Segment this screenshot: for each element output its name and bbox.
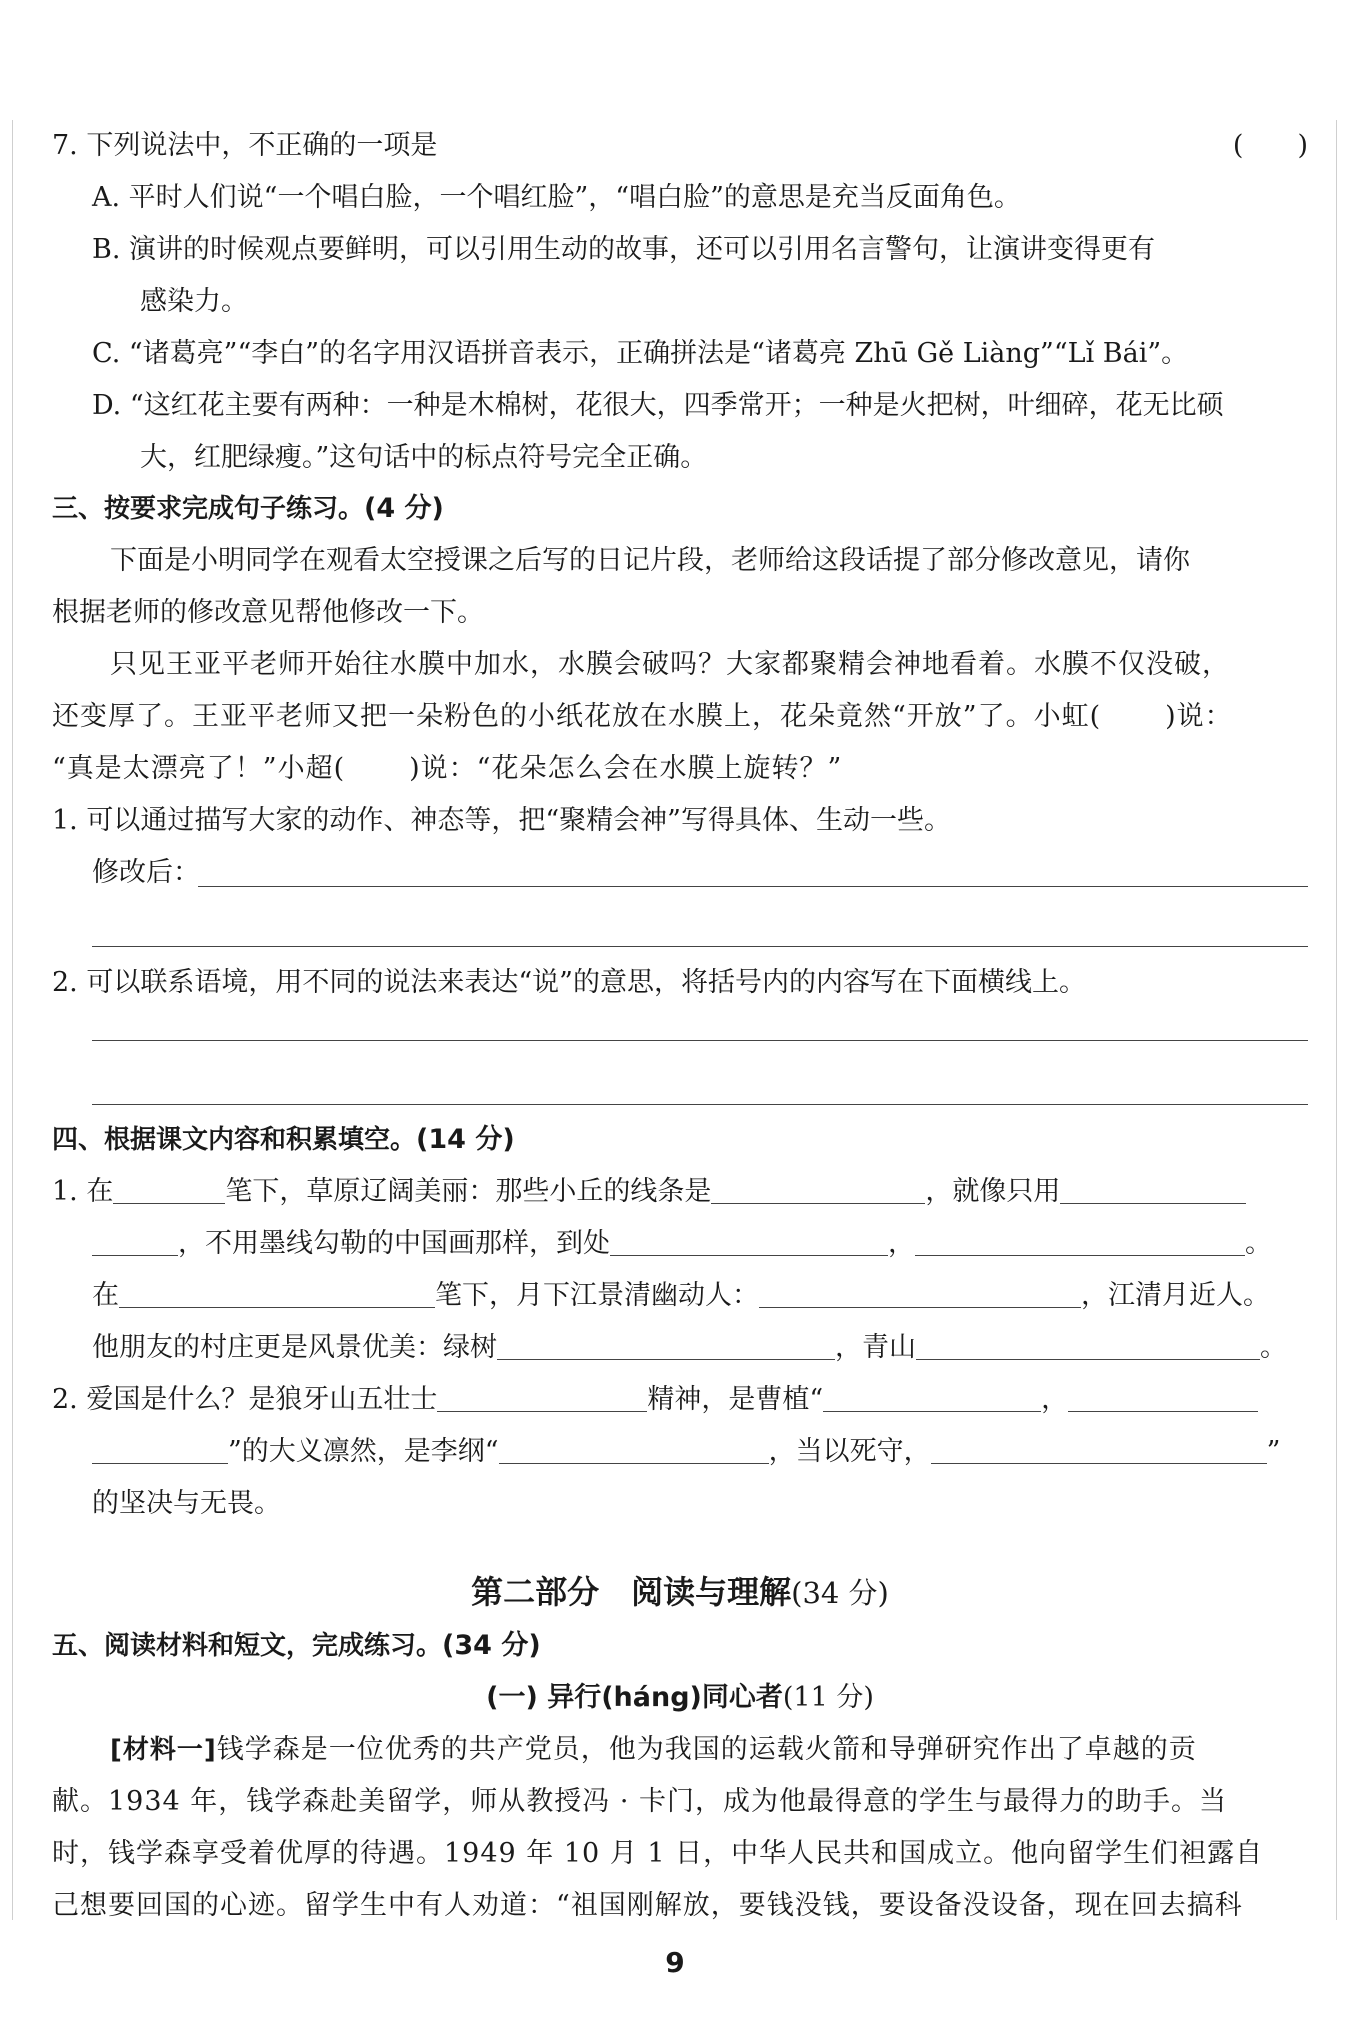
section3-item1: 1. 可以通过描写大家的动作、神态等，把“聚精会神”写得具体、生动一些。: [52, 805, 951, 836]
diary-line3-head: “真是太漂亮了！”小超(: [52, 753, 346, 784]
reading-subtitle-score: (11 分): [782, 1682, 874, 1713]
fill-blank[interactable]: [92, 1225, 178, 1256]
revision-answer-line-2[interactable]: [92, 946, 1308, 947]
diary-line3-tail: )说：“花朵怎么会在水膜上旋转？”: [409, 753, 843, 784]
fill-blank[interactable]: [1060, 1173, 1246, 1204]
diary-line3: [52, 749, 842, 789]
section5-score: (34 分): [442, 1630, 541, 1661]
fill-text: ，就像只用: [925, 1176, 1061, 1207]
diary-line1: 只见王亚平老师开始往水膜中加水，水膜会破吗？大家都聚精会神地看着。水膜不仅没破，: [110, 649, 1230, 680]
q7-option-b-line2: 感染力。: [140, 286, 248, 317]
fill-line-3: [92, 1276, 1270, 1316]
fill-blank[interactable]: [499, 1433, 769, 1464]
fill-line-4: [92, 1328, 1287, 1368]
fill-text: 笔下，草原辽阔美丽：那些小丘的线条是: [225, 1176, 712, 1207]
section3-intro-line2: 根据老师的修改意见帮他修改一下。: [52, 597, 484, 628]
fill-blank[interactable]: [437, 1381, 647, 1412]
fill-text: 笔下，月下江景清幽动人：: [435, 1280, 759, 1311]
section3-score: (4 分): [364, 493, 444, 524]
fill-blank[interactable]: [497, 1329, 835, 1360]
fill-text: ，当以死守，: [768, 1436, 931, 1467]
fill-blank[interactable]: [113, 1173, 225, 1204]
material1-text: 钱学森是一位优秀的共产党员，他为我国的运载火箭和导弹研究作出了卓越的贡: [216, 1734, 1197, 1765]
fill-text: 2. 爱国是什么？是狼牙山五壮士: [52, 1384, 438, 1415]
fill-text: ”的大义凛然，是李纲“: [228, 1436, 499, 1467]
fill-line-6: [92, 1432, 1280, 1472]
q7-stem-row: [52, 126, 1308, 166]
q7-option-d-line2: 大，红肥绿瘦。”这句话中的标点符号完全正确。: [140, 442, 708, 473]
fill-blank[interactable]: [711, 1173, 925, 1204]
fill-text: ，不用墨线勾勒的中国画那样，到处: [178, 1228, 610, 1259]
revision-label: 修改后：: [92, 857, 200, 888]
section3-title: 三、按要求完成句子练习。: [52, 494, 365, 524]
fill-blank[interactable]: [931, 1433, 1267, 1464]
fill-text: 精神，是曹植“: [647, 1384, 824, 1415]
section4-title: 四、根据课文内容和积累填空。: [52, 1125, 417, 1155]
page-number: 9: [665, 1946, 685, 1979]
q7-option-b-line1: B. 演讲的时候观点要鲜明，可以引用生动的故事，还可以引用名言警句，让演讲变得更有: [92, 234, 1156, 265]
fill-text: ”: [1266, 1436, 1281, 1467]
part2-title-text: 第二部分 阅读与理解: [471, 1573, 792, 1611]
reading-subtitle-text: (一) 异行(háng)同心者: [486, 1682, 783, 1713]
section4-score: (14 分): [416, 1124, 515, 1155]
fill-text: ，江清月近人。: [1081, 1280, 1270, 1311]
material1-line1: [110, 1730, 1197, 1770]
q7-option-c: C. “诸葛亮”“李白”的名字用汉语拼音表示，正确拼法是“诸葛亮 Zhū Gě Liàng”“Lǐ Bái”。: [92, 338, 1189, 369]
fill-text: ，: [1041, 1384, 1069, 1415]
fill-blank[interactable]: [92, 1433, 228, 1464]
fill-line-2: [92, 1224, 1272, 1264]
fill-text: 。: [1260, 1332, 1287, 1363]
fill-text: 在: [92, 1280, 119, 1311]
fill-text: 。: [1245, 1228, 1272, 1259]
fill-blank[interactable]: [119, 1277, 435, 1308]
diary-line2-text: 还变厚了。王亚平老师又把一朵粉色的小纸花放在水膜上，花朵竟然“开放”了。小虹(: [52, 701, 1102, 732]
fill-blank[interactable]: [916, 1329, 1260, 1360]
q7-option-a: A. 平时人们说“一个唱白脸，一个唱红脸”，“唱白脸”的意思是充当反面角色。: [92, 182, 1021, 213]
fill-text: ，: [888, 1228, 915, 1259]
material1-label: [材料一]: [110, 1735, 217, 1765]
said-answer-line-2[interactable]: [92, 1104, 1308, 1105]
fill-text: ，青山: [835, 1332, 916, 1363]
fill-blank[interactable]: [915, 1225, 1245, 1256]
part2-score: (34 分): [791, 1576, 889, 1610]
right-margin-line: [1336, 120, 1337, 1920]
fill-blank[interactable]: [610, 1225, 888, 1256]
reading-subtitle: [52, 1678, 1308, 1718]
fill-blank[interactable]: [823, 1381, 1041, 1412]
section3-heading: [52, 489, 444, 529]
fill-text: 1. 在: [52, 1176, 114, 1207]
revision-answer-line-1[interactable]: [198, 886, 1308, 887]
said-answer-line-1[interactable]: [92, 1040, 1308, 1041]
part2-title: [52, 1570, 1308, 1614]
material1-line2: 献。1934 年，钱学森赴美留学，师从教授冯 · 卡门，成为他最得意的学生与最得力的助手。当: [52, 1786, 1228, 1817]
fill-line-1: [52, 1172, 1246, 1212]
q7-stem: 7. 下列说法中，不正确的一项是: [52, 130, 438, 161]
diary-line2-tail: )说：: [1165, 701, 1233, 732]
section3-item2: 2. 可以联系语境，用不同的说法来表达“说”的意思，将括号内的内容写在下面横线上。: [52, 967, 1086, 998]
section4-heading: [52, 1120, 515, 1160]
fill-text: 他朋友的村庄更是风景优美：绿树: [92, 1332, 497, 1363]
q7-answer-bracket: ( ): [1232, 130, 1308, 161]
section3-intro-line1: 下面是小明同学在观看太空授课之后写的日记片段，老师给这段话提了部分修改意见，请你: [110, 545, 1190, 576]
fill-line-5: [52, 1380, 1258, 1420]
left-margin-line: [12, 120, 13, 1920]
section5-heading: [52, 1626, 541, 1666]
section5-title: 五、阅读材料和短文，完成练习。: [52, 1631, 443, 1661]
material1-line3: 时，钱学森享受着优厚的待遇。1949 年 10 月 1 日，中华人民共和国成立。他向留学生们袒露自: [52, 1838, 1264, 1869]
fill-blank[interactable]: [1068, 1381, 1258, 1412]
material1-line4: 己想要回国的心迹。留学生中有人劝道：“祖国刚解放，要钱没钱，要设备没设备，现在回去搞科: [52, 1890, 1243, 1921]
fill-line-7: 的坚决与无畏。: [92, 1488, 281, 1519]
fill-blank[interactable]: [759, 1277, 1081, 1308]
diary-line2: [52, 697, 1233, 737]
q7-option-d-line1: D. “这红花主要有两种：一种是木棉树，花很大，四季常开；一种是火把树，叶细碎，花无比硕: [92, 390, 1224, 421]
